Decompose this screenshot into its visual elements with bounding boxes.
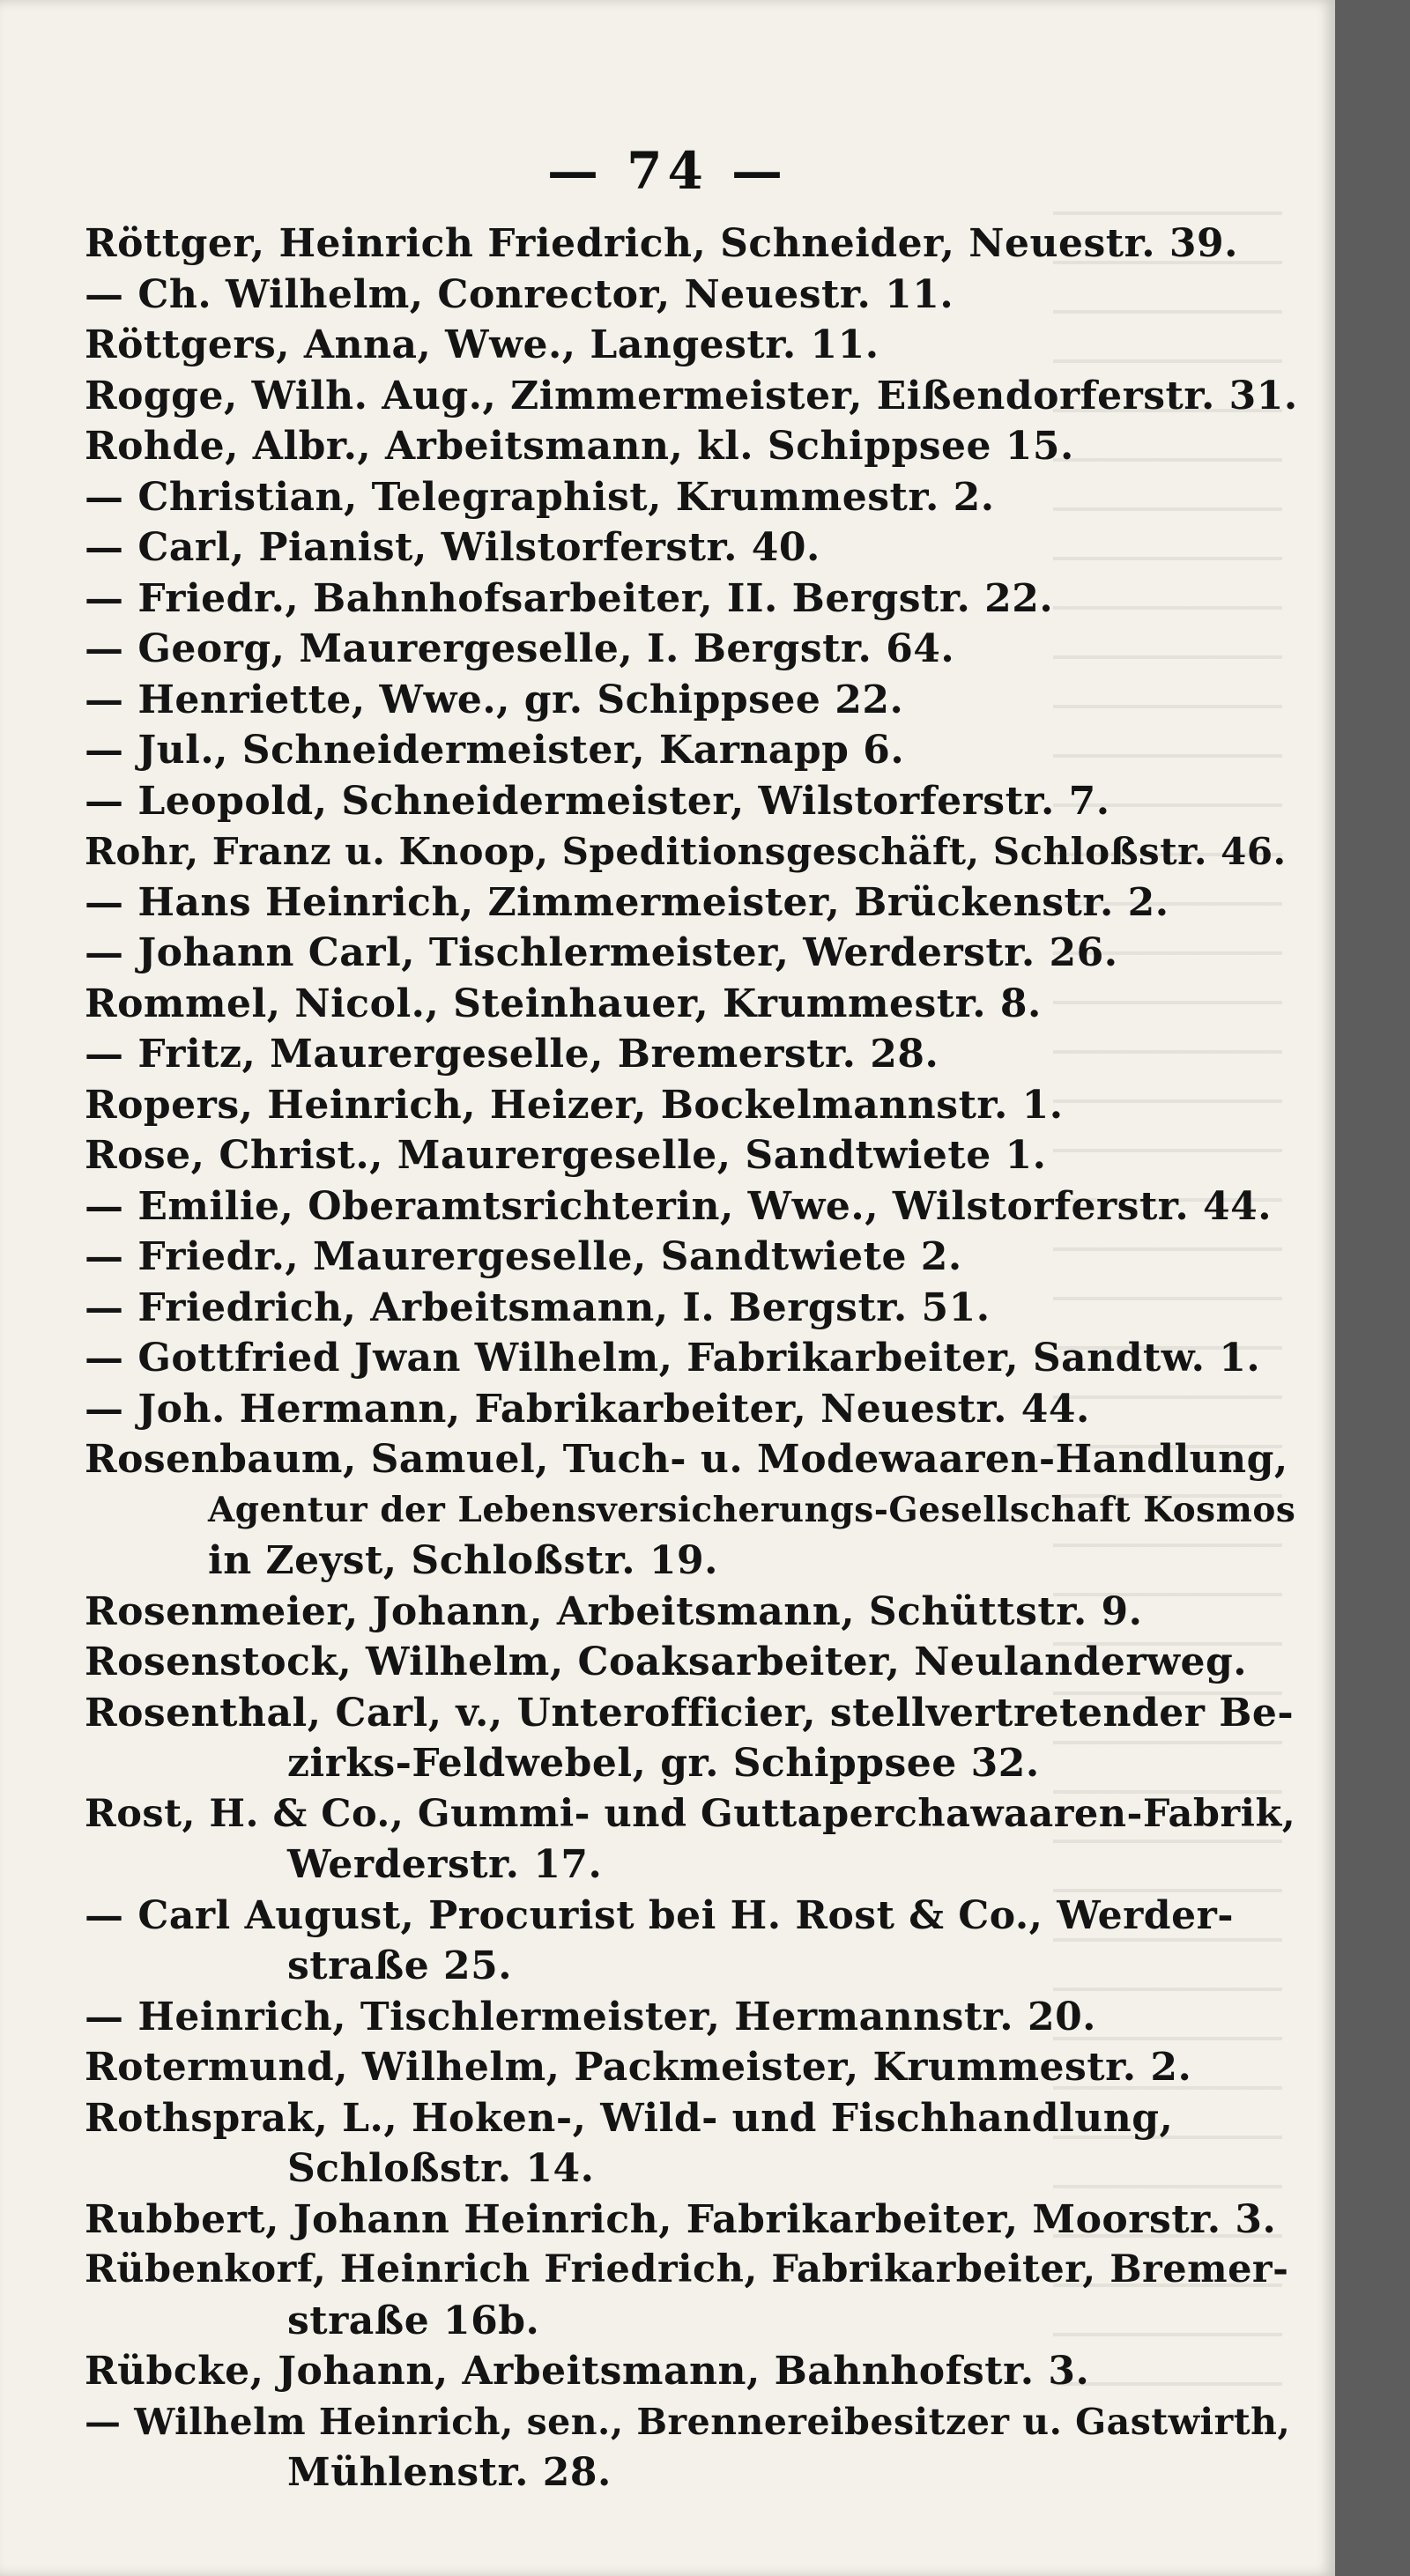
directory-entries — [85, 218, 1298, 2498]
directory-line: — Carl August, Procurist bei H. Rost & Co., Werder- — [85, 1892, 1235, 1938]
directory-line: Rohr, Franz u. Knoop, Speditionsgeschäft, Schloßstr. 46. — [85, 830, 1287, 873]
directory-line: Rotermund, Wilhelm, Packmeister, Krummestr. 2. — [85, 2045, 1192, 2090]
directory-line: Rogge, Wilh. Aug., Zimmermeister, Eißendorferstr. 31. — [85, 373, 1298, 418]
directory-line: — Henriette, Wwe., gr. Schippsee 22. — [85, 677, 904, 722]
directory-line: — Friedrich, Arbeitsmann, I. Bergstr. 51. — [85, 1284, 991, 1330]
directory-line: — Friedr., Bahnhofsarbeiter, II. Bergstr. 22. — [85, 575, 1054, 621]
directory-line: — Fritz, Maurergeselle, Bremerstr. 28. — [85, 1032, 939, 1077]
directory-line: — Georg, Maurergeselle, I. Bergstr. 64. — [85, 626, 955, 671]
directory-line: Rosenbaum, Samuel, Tuch- u. Modewaaren-Handlung, — [85, 1437, 1288, 1482]
page-number: — 74 — — [546, 141, 789, 201]
directory-line: — Wilhelm Heinrich, sen., Brennereibesitzer u. Gastwirth, — [85, 2400, 1291, 2443]
directory-line: — Friedr., Maurergeselle, Sandtwiete 2. — [85, 1234, 962, 1279]
directory-line: Rosenstock, Wilhelm, Coaksarbeiter, Neulanderweg. — [85, 1640, 1248, 1684]
directory-line: — Carl, Pianist, Wilstorferstr. 40. — [85, 525, 820, 570]
directory-line: Röttgers, Anna, Wwe., Langestr. 11. — [85, 322, 879, 367]
directory-line: Rübenkorf, Heinrich Friedrich, Fabrikarbeiter, Bremer- — [85, 2247, 1289, 2291]
directory-line: Mühlenstr. 28. — [287, 2450, 612, 2495]
directory-line: — Gottfried Jwan Wilhelm, Fabrikarbeiter, Sandtw. 1. — [85, 1336, 1261, 1381]
directory-line: Rohde, Albr., Arbeitsmann, kl. Schippsee 15. — [85, 424, 1074, 469]
directory-line: — Christian, Telegraphist, Krummestr. 2. — [85, 474, 995, 520]
directory-line: straße 25. — [287, 1943, 513, 1988]
directory-line: Agentur der Lebensversicherungs-Gesellschaft Kosmos — [208, 1489, 1296, 1530]
directory-line: — Joh. Hermann, Fabrikarbeiter, Neuestr. 44. — [85, 1386, 1090, 1432]
directory-line: Rübcke, Johann, Arbeitsmann, Bahnhofstr. 3. — [85, 2349, 1090, 2394]
directory-line: — Jul., Schneidermeister, Karnapp 6. — [85, 728, 905, 773]
directory-line: Rose, Christ., Maurergeselle, Sandtwiete 1. — [85, 1133, 1047, 1178]
directory-line: Rosenmeier, Johann, Arbeitsmann, Schüttstr. 9. — [85, 1588, 1143, 1634]
directory-line: — Heinrich, Tischlermeister, Hermannstr. 20. — [85, 1994, 1096, 2039]
directory-line: Werderstr. 17. — [287, 1842, 603, 1887]
directory-line: Rosenthal, Carl, v., Unterofficier, stellvertretender Be- — [85, 1690, 1295, 1736]
directory-line: Rothsprak, L., Hoken-, Wild- und Fischhandlung, — [85, 2095, 1174, 2141]
directory-line: — Emilie, Oberamtsrichterin, Wwe., Wilstorferstr. 44. — [85, 1183, 1273, 1229]
directory-line: — Leopold, Schneidermeister, Wilstorferstr. 7. — [85, 778, 1110, 824]
directory-line: Rost, H. & Co., Gummi- und Guttaperchawaaren-Fabrik, — [85, 1791, 1296, 1836]
directory-line: zirks-Feldwebel, gr. Schippsee 32. — [287, 1741, 1040, 1786]
directory-line: Röttger, Heinrich Friedrich, Schneider, Neuestr. 39. — [85, 221, 1238, 266]
directory-line: Rubbert, Johann Heinrich, Fabrikarbeiter, Moorstr. 3. — [85, 2196, 1277, 2242]
directory-line: Ropers, Heinrich, Heizer, Bockelmannstr. 1. — [85, 1082, 1064, 1128]
directory-line: Schloßstr. 14. — [287, 2146, 595, 2191]
directory-line: in Zeyst, Schloßstr. 19. — [208, 1538, 718, 1583]
directory-line: — Johann Carl, Tischlermeister, Werderstr. 26. — [85, 930, 1118, 975]
directory-line: — Hans Heinrich, Zimmermeister, Brückenstr. 2. — [85, 879, 1169, 925]
directory-line: straße 16b. — [287, 2298, 540, 2343]
directory-line: — Ch. Wilhelm, Conrector, Neuestr. 11. — [85, 271, 954, 317]
directory-line: Rommel, Nicol., Steinhauer, Krummestr. 8. — [85, 981, 1042, 1026]
